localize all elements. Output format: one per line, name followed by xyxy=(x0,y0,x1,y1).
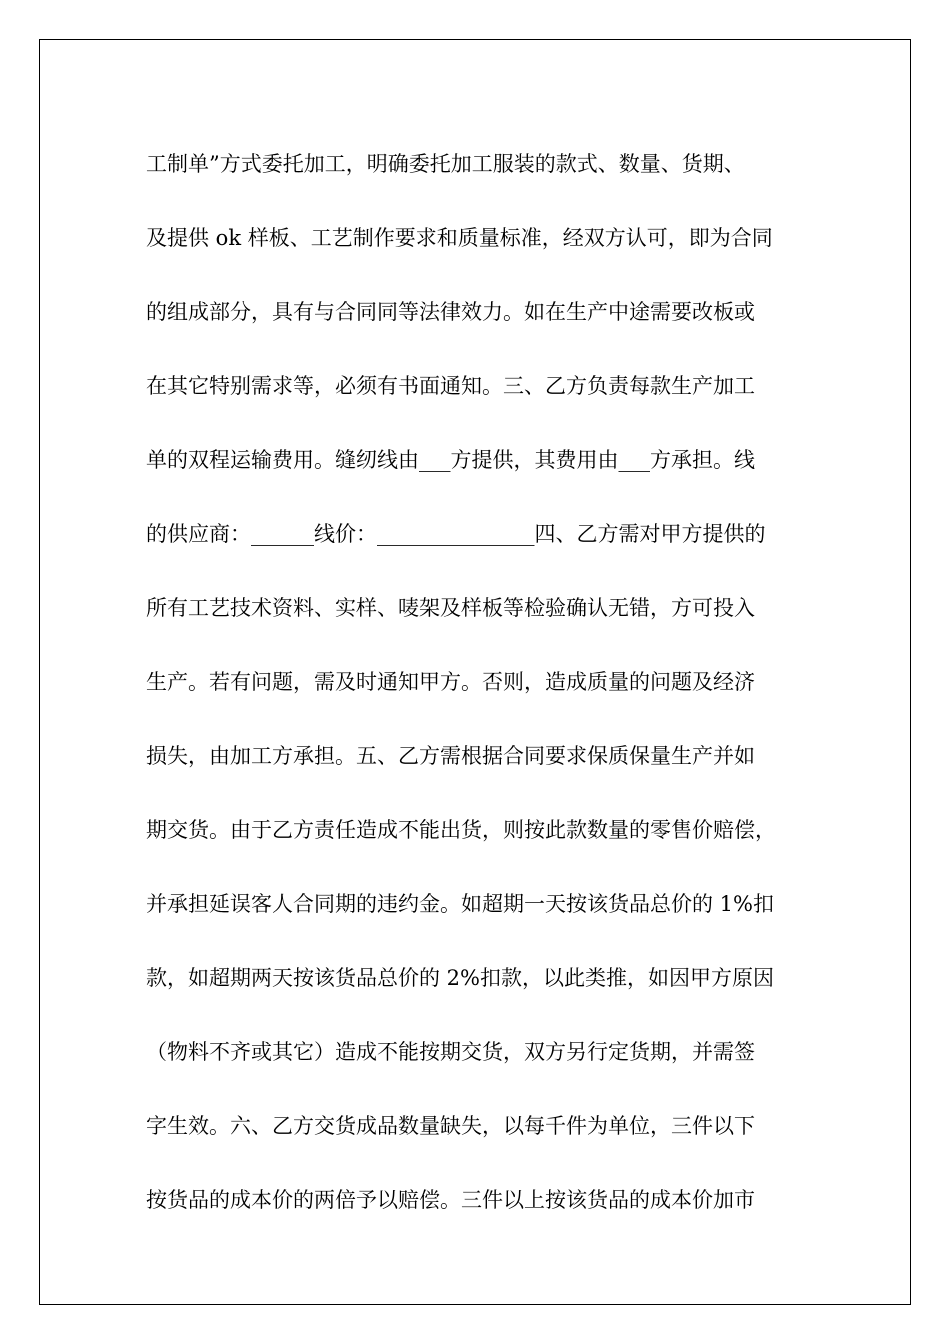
text-line-2: 及提供 ok 样板、工艺制作要求和质量标准，经双方认可，即为合同 xyxy=(146,226,773,250)
text-line-11: 并承担延误客人合同期的违约金。如超期一天按该货品总价的 1%扣 xyxy=(146,892,774,916)
text-line-12: 款，如超期两天按该货品总价的 2%扣款，以此类推，如因甲方原因 xyxy=(146,966,774,990)
text-line-4: 在其它特别需求等，必须有书面通知。三、乙方负责每款生产加工 xyxy=(146,374,755,398)
text-line-14: 字生效。六、乙方交货成品数量缺失，以每千件为单位，三件以下 xyxy=(146,1114,755,1138)
text-line-1: 工制单”方式委托加工，明确委托加工服装的款式、数量、货期、 xyxy=(146,152,745,176)
text-line-9: 损失，由加工方承担。五、乙方需根据合同要求保质保量生产并如 xyxy=(146,744,755,768)
text-line-10: 期交货。由于乙方责任造成不能出货，则按此款数量的零售价赔偿， xyxy=(146,818,776,842)
page-frame xyxy=(39,39,911,1305)
text-line-7: 所有工艺技术资料、实样、唛架及样板等检验确认无错，方可投入 xyxy=(146,596,755,620)
text-line-8: 生产。若有问题，需及时通知甲方。否则，造成质量的问题及经济 xyxy=(146,670,755,694)
text-line-15: 按货品的成本价的两倍予以赔偿。三件以上按该货品的成本价加市 xyxy=(146,1188,755,1212)
text-line-13: （物料不齐或其它）造成不能按期交货，双方另行定货期，并需签 xyxy=(146,1040,755,1064)
text-line-3: 的组成部分，具有与合同同等法律效力。如在生产中途需要改板或 xyxy=(146,300,755,324)
text-line-6: 的供应商：______线价：_______________四、乙方需对甲方提供的 xyxy=(146,522,766,546)
text-line-5: 单的双程运输费用。缝纫线由___方提供，其费用由___方承担。线 xyxy=(146,448,755,472)
